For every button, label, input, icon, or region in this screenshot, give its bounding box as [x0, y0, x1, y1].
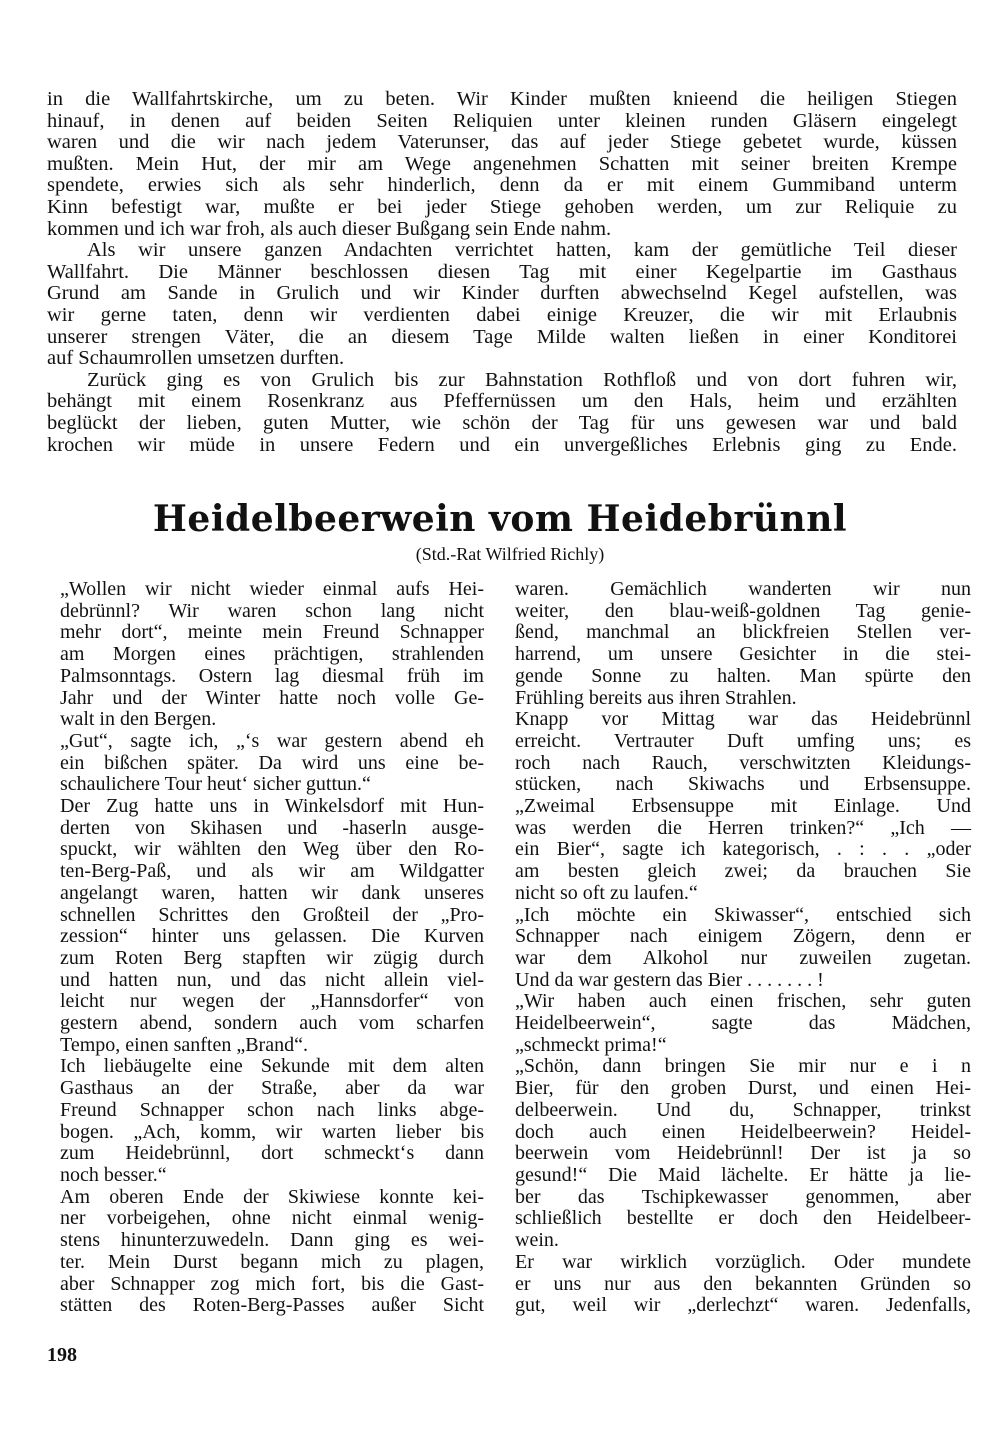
text-line: spuckt, wir wählten den Weg über den Ro-	[60, 838, 484, 861]
text-line: „Zweimal Erbsensuppe mit Einlage. Und	[515, 795, 971, 818]
text-line: ein bißchen später. Da wird uns eine be-	[60, 751, 484, 774]
text-line: weiter, den blau-weiß-goldnen Tag genie-	[515, 599, 971, 622]
text-line: auf Schaumrollen umsetzen durften.	[47, 347, 345, 370]
paragraph	[60, 1187, 484, 1317]
text-line: zession“ hinter uns gelassen. Die Kurven	[60, 925, 484, 948]
text-line: Wallfahrt. Die Männer beschlossen diesen Tag mit einer Kegelpartie im Gasthaus	[47, 260, 957, 283]
text-line: er uns nur aus den bekannten Gründen so	[515, 1272, 971, 1295]
text-line: „Ich möchte ein Skiwasser“, entschied sich	[515, 903, 971, 926]
text-line: gende Sonne zu halten. Man spürte den	[515, 664, 971, 687]
text-line: „Wollen wir nicht wieder einmal aufs Hei-	[60, 578, 484, 600]
text-line: schnellen Schrittes den Großteil der „Pro-	[60, 903, 484, 926]
paragraph	[515, 796, 971, 905]
text-line: hinauf, in denen auf beiden Seiten Reliquien unter kleinen runden Gläsern eingelegt	[47, 109, 957, 132]
text-line: gesund!“ Die Maid lächelte. Er hätte ja lie-	[515, 1163, 971, 1186]
text-line: in die Wallfahrtskirche, um zu beten. Wir Kinder mußten knieend die heiligen Stiegen	[47, 88, 957, 110]
text-line: beerwein vom Heidebrünnl! Der ist ja so	[515, 1142, 971, 1165]
text-line: waren und die wir nach jedem Vaterunser, das auf jeder Stiege gebetet wurde, küssen	[47, 131, 957, 154]
text-line: Grund am Sande in Grulich und wir Kinder durften abwechselnd Kegel aufstellen, was	[47, 282, 957, 305]
text-line: am besten gleich zwei; da brauchen Sie	[515, 860, 971, 883]
text-line: mehr dort“, meinte mein Freund Schnapper	[60, 621, 484, 644]
text-line: schaulichere Tour heut‘ sicher guttun.“	[60, 773, 371, 796]
paragraph	[47, 240, 957, 370]
text-line: ner vorbeigehen, ohne nicht einmal wenig-	[60, 1207, 484, 1230]
paragraph	[515, 991, 971, 1056]
previous-article-text	[47, 89, 957, 456]
article-column-left	[60, 579, 484, 1317]
text-line: bogen. „Ach, komm, wir warten lieber bis	[60, 1120, 484, 1143]
text-line: „Wir haben auch einen frischen, sehr guten	[515, 990, 971, 1013]
text-line: „Gut“, sagte ich, „‘s war gestern abend eh	[60, 729, 484, 752]
text-line: Er war wirklich vorzüglich. Oder mundete	[515, 1250, 971, 1273]
article-author: (Std.-Rat Wilfried Richly)	[415, 544, 605, 564]
text-line: Palmsonntags. Ostern lag diesmal früh im	[60, 664, 484, 687]
text-line: Als wir unsere ganzen Andachten verrichtet hatten, kam der gemütliche Teil dieser	[87, 239, 957, 262]
paragraph	[515, 905, 971, 992]
text-line: ber das Tschipkewasser genommen, aber	[515, 1185, 971, 1208]
text-line: aber Schnapper zog mich fort, bis die Gast-	[60, 1272, 484, 1295]
text-line: Und da war gestern das Bier . . . . . . . !	[515, 968, 824, 991]
text-line: gestern abend, sondern auch vom scharfen	[60, 1012, 484, 1035]
text-line: stücken, nach Skiwachs und Erbsensuppe.	[515, 773, 971, 796]
text-line: angelangt waren, hatten wir dank unseres	[60, 881, 484, 904]
text-line: Jahr und der Winter hatte noch volle Ge-	[60, 686, 484, 709]
paragraph	[60, 579, 484, 731]
text-line: leicht nur wegen der „Hannsdorfer“ von	[60, 990, 484, 1013]
text-line: Ich liebäugelte eine Sekunde mit dem alten	[60, 1055, 484, 1078]
text-line: ein Bier“, sagte ich kategorisch, . : . . „oder	[515, 838, 971, 861]
text-line: behängt mit einem Rosenkranz aus Pfeffernüssen um den Hals, heim und erzählten	[47, 390, 957, 413]
text-line: Schnapper nach einigem Zögern, denn er	[515, 925, 971, 948]
text-line: Freund Schnapper schon nach links abge-	[60, 1098, 484, 1121]
text-line: schließlich bestellte er doch den Heidelbeer-	[515, 1207, 971, 1230]
text-line: harrend, um unsere Gesichter in die stei-	[515, 643, 971, 666]
paragraph	[515, 579, 971, 709]
paragraph	[515, 1252, 971, 1317]
text-line: Tempo, einen sanften „Brand“.	[60, 1033, 308, 1056]
text-line: roch nach Rauch, verschwitzten Kleidungs-	[515, 751, 971, 774]
text-line: Am oberen Ende der Skiwiese konnte kei-	[60, 1185, 484, 1208]
text-line: beglückt der lieben, guten Mutter, wie schön der Tag für uns gewesen war und bald	[47, 411, 957, 434]
text-line: nicht so oft zu laufen.“	[515, 881, 698, 904]
paragraph	[60, 796, 484, 1056]
text-line: Gasthaus an der Straße, aber da war	[60, 1077, 484, 1100]
text-line: „schmeckt prima!“	[515, 1033, 667, 1056]
text-line: Frühling bereits aus ihren Strahlen.	[515, 686, 797, 709]
paragraph	[515, 709, 971, 796]
text-line: war dem Alkohol nur zuweilen zugetan.	[515, 946, 971, 969]
paragraph	[47, 370, 957, 456]
text-line: stätten des Roten-Berg-Passes außer Sicht	[60, 1294, 484, 1317]
text-line: und hatten nun, und das nicht allein viel-	[60, 968, 484, 991]
text-line: „Schön, dann bringen Sie mir nur e i n	[515, 1055, 971, 1078]
text-line: delbeerwein. Und du, Schnapper, trinkst	[515, 1098, 971, 1121]
text-line: stens hinunterzuwedeln. Dann ging es wei-	[60, 1229, 484, 1252]
page-number: 198	[47, 1344, 77, 1366]
text-line: Knapp vor Mittag war das Heidebrünnl	[515, 708, 971, 731]
text-line: unserer strengen Väter, die an diesem Tage Milde walten ließen in einer Konditorei	[47, 325, 957, 348]
text-line: noch besser.“	[60, 1163, 167, 1186]
paragraph	[515, 1056, 971, 1251]
text-line: krochen wir müde in unsere Federn und ein unvergeßliches Erlebnis ging zu Ende.	[47, 433, 957, 456]
text-line: wir gerne taten, denn wir verdienten dabei einige Kreuzer, die wir mit Erlaubnis	[47, 303, 957, 326]
text-line: was werden die Herren trinken?“ „Ich —	[515, 816, 971, 839]
text-line: walt in den Bergen.	[60, 708, 217, 731]
text-line: gut, weil wir „derlechzt“ waren. Jedenfalls,	[515, 1294, 971, 1317]
text-line: waren. Gemächlich wanderten wir nun	[515, 578, 971, 600]
article-title: Heidelbeerwein vom Heidebrünnl	[152, 498, 848, 540]
text-line: debrünnl? Wir waren schon lang nicht	[60, 599, 484, 622]
text-line: ten-Berg-Paß, und als wir am Wildgatter	[60, 860, 484, 883]
text-line: erreicht. Vertrauter Duft umfing uns; es	[515, 729, 971, 752]
text-line: ter. Mein Durst begann mich zu plagen,	[60, 1250, 484, 1273]
text-line: mußten. Mein Hut, der mir am Wege angenehmen Schatten mit seiner breiten Krempe	[47, 152, 957, 175]
text-line: doch auch einen Heidelbeerwein? Heidel-	[515, 1120, 971, 1143]
text-line: ßend, manchmal an blickfreien Stellen ver-	[515, 621, 971, 644]
text-line: Bier, für den groben Durst, und einen Hei-	[515, 1077, 971, 1100]
text-line: Kinn befestigt war, mußte er bei jeder Stiege gehoben werden, um zur Reliquie zu	[47, 195, 957, 218]
text-line: Der Zug hatte uns in Winkelsdorf mit Hun-	[60, 795, 484, 818]
text-line: derten von Skihasen und -haserln ausge-	[60, 816, 484, 839]
text-line: kommen und ich war froh, als auch dieser Bußgang sein Ende nahm.	[47, 217, 612, 240]
text-line: wein.	[515, 1229, 559, 1252]
text-line: zum Heidebrünnl, dort schmeckt‘s dann	[60, 1142, 484, 1165]
text-line: Zurück ging es von Grulich bis zur Bahnstation Rothfloß und von dort fuhren wir,	[87, 368, 957, 391]
text-line: zum Roten Berg stapften wir zügig durch	[60, 946, 484, 969]
article-column-right	[515, 579, 971, 1317]
paragraph	[47, 89, 957, 240]
text-line: spendete, erwies sich als sehr hinderlich, denn da er mit einem Gummiband unterm	[47, 174, 957, 197]
paragraph	[60, 731, 484, 796]
text-line: am Morgen eines prächtigen, strahlenden	[60, 643, 484, 666]
paragraph	[60, 1056, 484, 1186]
text-line: Heidelbeerwein“, sagte das Mädchen,	[515, 1012, 971, 1035]
